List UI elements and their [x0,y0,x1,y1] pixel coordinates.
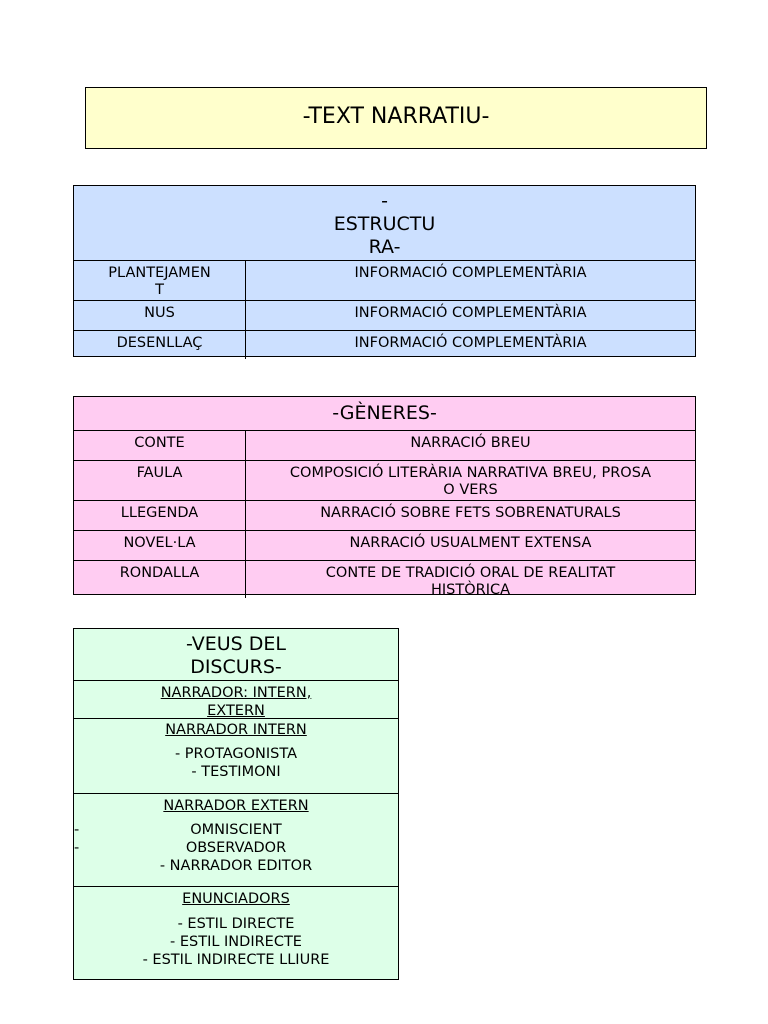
narrator-types-section [74,681,398,719]
genre-name: CONTE [74,431,246,460]
narrator-extern-title: NARRADOR EXTERN [163,798,309,814]
table-row [74,531,695,561]
bullet-dash: - [74,840,80,856]
voices-header-line: DISCURS- [190,656,282,678]
voices-header-line: -VEUS DEL [186,633,286,655]
structure-header-line: RA- [368,236,401,258]
bullet-dash: - [74,822,80,838]
narrator-intern-section [74,719,398,794]
genres-header: -GÈNERES- [74,397,695,431]
genre-name: FAULA [74,461,246,500]
genre-desc-line: O VERS [443,482,498,498]
table-row [74,461,695,501]
table-row [74,501,695,531]
genre-desc [246,461,695,500]
voices-table [73,628,399,980]
enunciator-item: - ESTIL INDIRECTE LLIURE [142,952,330,968]
structure-info: INFORMACIÓ COMPLEMENTÀRIA [354,335,587,351]
genre-desc [246,561,695,598]
table-row [74,431,695,461]
table-row [74,261,695,301]
genre-desc: NARRACIÓ BREU [410,435,531,451]
enunciator-item: - ESTIL INDIRECTE [170,934,302,950]
narrator-types-line: EXTERN [207,703,265,719]
document-title: -TEXT NARRATIU- [302,104,490,129]
narrator-types-line: NARRADOR: INTERN, [160,685,312,701]
genre-name: NOVEL·LA [74,531,246,560]
narrator-extern-section [74,794,398,887]
structure-part-line: PLANTEJAMEN [108,265,211,281]
genre-desc-line: CONTE DE TRADICIÓ ORAL DE REALITAT [325,565,616,581]
narrator-intern-item: - TESTIMONI [191,764,281,780]
enunciator-item: - ESTIL DIRECTE [177,916,295,932]
genre-name: RONDALLA [74,561,246,598]
narrator-extern-item-row [74,821,398,839]
structure-part: NUS [74,301,246,330]
narrator-extern-item: - NARRADOR EDITOR [159,858,313,874]
table-row [74,561,695,598]
narrator-extern-item-row [74,839,398,857]
structure-part [74,261,246,300]
table-row [74,301,695,331]
genre-desc-line: HISTÒRICA [430,582,511,598]
structure-header-line: - [381,190,388,212]
genre-desc: NARRACIÓ USUALMENT EXTENSA [349,535,592,551]
narrator-extern-item: OBSERVADOR [185,840,287,856]
genre-desc-line: COMPOSICIÓ LITERÀRIA NARRATIVA BREU, PROSA [289,465,652,481]
structure-header [74,186,695,261]
structure-table [73,185,696,357]
enunciators-title: ENUNCIADORS [182,891,290,907]
structure-part-line: T [155,282,164,298]
narrator-intern-title: NARRADOR INTERN [165,722,307,738]
genre-desc: NARRACIÓ SOBRE FETS SOBRENATURALS [320,505,621,521]
voices-header [74,629,398,681]
structure-info: INFORMACIÓ COMPLEMENTÀRIA [354,265,587,281]
genres-table [73,396,696,598]
genre-name: LLEGENDA [74,501,246,530]
structure-header-line: ESTRUCTU [333,213,436,235]
structure-info: INFORMACIÓ COMPLEMENTÀRIA [354,305,587,321]
narrator-intern-item: - PROTAGONISTA [174,746,298,762]
table-row [74,331,695,359]
structure-part: DESENLLAÇ [74,331,246,359]
document-title-box [85,87,707,149]
enunciators-section [74,887,398,979]
narrator-extern-item: OMNISCIENT [190,822,282,838]
